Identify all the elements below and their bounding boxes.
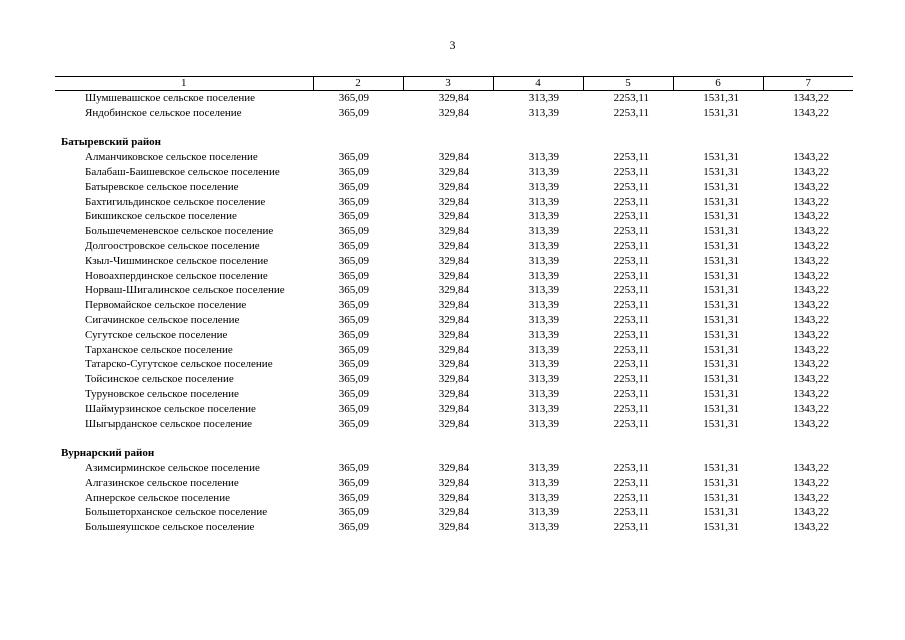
table-row xyxy=(55,283,853,298)
table-row xyxy=(55,313,853,328)
value-cell-col-5: 2253,11 xyxy=(613,476,649,489)
value-cell-col-2: 365,09 xyxy=(338,180,369,193)
value-cell-col-4: 313,39 xyxy=(528,165,559,178)
table-body xyxy=(55,91,853,535)
value-cell-col-2: 365,09 xyxy=(338,402,369,415)
value-cell-col-3: 329,84 xyxy=(438,269,469,282)
value-cell-col-5: 2253,11 xyxy=(613,210,649,223)
settlement-name: Первомайское сельское поселение xyxy=(85,299,247,312)
value-cell-col-6: 1531,31 xyxy=(703,239,739,252)
value-cell-col-2: 365,09 xyxy=(338,269,369,282)
settlement-name: Балабаш-Баишевское сельское поселение xyxy=(85,165,280,178)
table-row xyxy=(55,209,853,224)
column-header-5: 5 xyxy=(583,77,673,91)
value-cell-col-3: 329,84 xyxy=(438,180,469,193)
value-cell-col-5: 2253,11 xyxy=(613,373,649,386)
value-cell-col-7: 1343,22 xyxy=(793,417,829,430)
settlement-name: Норваш-Шигалинское сельское поселение xyxy=(85,284,285,297)
value-cell-col-5: 2253,11 xyxy=(613,506,649,519)
value-cell-col-2: 365,09 xyxy=(338,417,369,430)
section-title: Батыревский район xyxy=(61,136,161,149)
value-cell-col-5: 2253,11 xyxy=(613,313,649,326)
value-cell-col-2: 365,09 xyxy=(338,299,369,312)
value-cell-col-2: 365,09 xyxy=(338,106,369,119)
page-number: 3 xyxy=(449,38,456,52)
value-cell-col-4: 313,39 xyxy=(528,210,559,223)
value-cell-col-6: 1531,31 xyxy=(703,506,739,519)
settlement-name: Шыгырданское сельское поселение xyxy=(85,417,252,430)
table-row xyxy=(55,254,853,269)
value-cell-col-5: 2253,11 xyxy=(613,461,649,474)
value-cell-col-3: 329,84 xyxy=(438,491,469,504)
value-cell-col-4: 313,39 xyxy=(528,254,559,267)
value-cell-col-5: 2253,11 xyxy=(613,165,649,178)
value-cell-col-6: 1531,31 xyxy=(703,210,739,223)
value-cell-col-3: 329,84 xyxy=(438,165,469,178)
column-header-1: 1 xyxy=(55,77,313,91)
table-row xyxy=(55,520,853,535)
value-cell-col-2: 365,09 xyxy=(338,461,369,474)
value-cell-col-2: 365,09 xyxy=(338,373,369,386)
value-cell-col-6: 1531,31 xyxy=(703,417,739,430)
table-row xyxy=(55,195,853,210)
value-cell-col-4: 313,39 xyxy=(528,180,559,193)
column-header-4: 4 xyxy=(493,77,583,91)
value-cell-col-3: 329,84 xyxy=(438,417,469,430)
value-cell-col-7: 1343,22 xyxy=(793,299,829,312)
value-cell-col-2: 365,09 xyxy=(338,284,369,297)
value-cell-col-4: 313,39 xyxy=(528,373,559,386)
value-cell-col-2: 365,09 xyxy=(338,92,369,104)
value-cell-col-4: 313,39 xyxy=(528,358,559,371)
value-cell-col-4: 313,39 xyxy=(528,461,559,474)
value-cell-col-3: 329,84 xyxy=(438,343,469,356)
value-cell-col-7: 1343,22 xyxy=(793,195,829,208)
value-cell-col-7: 1343,22 xyxy=(793,506,829,519)
value-cell-col-6: 1531,31 xyxy=(703,461,739,474)
value-cell-col-4: 313,39 xyxy=(528,313,559,326)
settlement-name: Сигачинское сельское поселение xyxy=(85,313,240,326)
table-row xyxy=(55,402,853,417)
table-row xyxy=(55,150,853,165)
value-cell-col-2: 365,09 xyxy=(338,343,369,356)
table-row xyxy=(55,91,853,106)
value-cell-col-5: 2253,11 xyxy=(613,239,649,252)
settlement-name: Алманчиковское сельское поселение xyxy=(85,151,258,164)
settlement-name: Кзыл-Чишминское сельское поселение xyxy=(85,254,269,267)
value-cell-col-2: 365,09 xyxy=(338,521,369,534)
table-row xyxy=(55,298,853,313)
table-row xyxy=(55,343,853,358)
value-cell-col-4: 313,39 xyxy=(528,506,559,519)
settlement-name: Сугутское сельское поселение xyxy=(85,328,228,341)
settlement-name: Тарханское сельское поселение xyxy=(85,343,233,356)
settlement-name: Тойсинское сельское поселение xyxy=(85,373,234,386)
value-cell-col-6: 1531,31 xyxy=(703,284,739,297)
data-table xyxy=(55,76,853,535)
value-cell-col-3: 329,84 xyxy=(438,373,469,386)
section-header-row xyxy=(55,446,853,461)
settlement-name: Шаймурзинское сельское поселение xyxy=(85,402,256,415)
value-cell-col-5: 2253,11 xyxy=(613,521,649,534)
value-cell-col-7: 1343,22 xyxy=(793,106,829,119)
value-cell-col-3: 329,84 xyxy=(438,151,469,164)
column-header-6: 6 xyxy=(673,77,763,91)
settlement-name: Шумшевашское сельское поселение xyxy=(85,92,256,104)
value-cell-col-5: 2253,11 xyxy=(613,195,649,208)
table-row xyxy=(55,106,853,121)
value-cell-col-3: 329,84 xyxy=(438,210,469,223)
value-cell-col-5: 2253,11 xyxy=(613,417,649,430)
value-cell-col-6: 1531,31 xyxy=(703,373,739,386)
value-cell-col-7: 1343,22 xyxy=(793,328,829,341)
value-cell-col-2: 365,09 xyxy=(338,195,369,208)
value-cell-col-3: 329,84 xyxy=(438,521,469,534)
value-cell-col-5: 2253,11 xyxy=(613,343,649,356)
value-cell-col-7: 1343,22 xyxy=(793,521,829,534)
settlement-name: Бикшикское сельское поселение xyxy=(85,210,237,223)
table-row xyxy=(55,269,853,284)
spacer-row xyxy=(55,431,853,446)
value-cell-col-4: 313,39 xyxy=(528,417,559,430)
value-cell-col-6: 1531,31 xyxy=(703,313,739,326)
value-cell-col-4: 313,39 xyxy=(528,106,559,119)
value-cell-col-5: 2253,11 xyxy=(613,106,649,119)
value-cell-col-7: 1343,22 xyxy=(793,225,829,238)
value-cell-col-6: 1531,31 xyxy=(703,269,739,282)
value-cell-col-5: 2253,11 xyxy=(613,269,649,282)
value-cell-col-4: 313,39 xyxy=(528,491,559,504)
value-cell-col-6: 1531,31 xyxy=(703,254,739,267)
value-cell-col-5: 2253,11 xyxy=(613,402,649,415)
value-cell-col-5: 2253,11 xyxy=(613,387,649,400)
value-cell-col-2: 365,09 xyxy=(338,254,369,267)
value-cell-col-2: 365,09 xyxy=(338,225,369,238)
table-row xyxy=(55,180,853,195)
section-title: Вурнарский район xyxy=(61,447,155,460)
table-header xyxy=(55,77,853,91)
settlement-name: Большеяушское сельское поселение xyxy=(85,521,255,534)
value-cell-col-2: 365,09 xyxy=(338,239,369,252)
value-cell-col-6: 1531,31 xyxy=(703,92,739,104)
value-cell-col-7: 1343,22 xyxy=(793,358,829,371)
value-cell-col-4: 313,39 xyxy=(528,92,559,104)
value-cell-col-6: 1531,31 xyxy=(703,358,739,371)
section-header-row xyxy=(55,135,853,150)
value-cell-col-7: 1343,22 xyxy=(793,387,829,400)
value-cell-col-5: 2253,11 xyxy=(613,358,649,371)
settlement-name: Алгазинское сельское поселение xyxy=(85,476,239,489)
value-cell-col-3: 329,84 xyxy=(438,387,469,400)
value-cell-col-7: 1343,22 xyxy=(793,313,829,326)
value-cell-col-2: 365,09 xyxy=(338,358,369,371)
value-cell-col-4: 313,39 xyxy=(528,225,559,238)
value-cell-col-4: 313,39 xyxy=(528,284,559,297)
value-cell-col-3: 329,84 xyxy=(438,225,469,238)
value-cell-col-7: 1343,22 xyxy=(793,269,829,282)
settlement-name: Большечеменевское сельское поселение xyxy=(85,225,274,238)
value-cell-col-5: 2253,11 xyxy=(613,225,649,238)
value-cell-col-4: 313,39 xyxy=(528,521,559,534)
settlement-name: Яндобинское сельское поселение xyxy=(85,106,242,119)
table-row xyxy=(55,372,853,387)
value-cell-col-6: 1531,31 xyxy=(703,299,739,312)
value-cell-col-7: 1343,22 xyxy=(793,402,829,415)
table-row xyxy=(55,417,853,432)
settlement-name: Долгоостровское сельское поселение xyxy=(85,239,260,252)
settlement-name: Большеторханское сельское поселение xyxy=(85,506,268,519)
value-cell-col-6: 1531,31 xyxy=(703,343,739,356)
value-cell-col-3: 329,84 xyxy=(438,106,469,119)
value-cell-col-4: 313,39 xyxy=(528,387,559,400)
value-cell-col-4: 313,39 xyxy=(528,343,559,356)
value-cell-col-4: 313,39 xyxy=(528,476,559,489)
value-cell-col-6: 1531,31 xyxy=(703,491,739,504)
table-row xyxy=(55,461,853,476)
table-row xyxy=(55,357,853,372)
value-cell-col-7: 1343,22 xyxy=(793,284,829,297)
value-cell-col-5: 2253,11 xyxy=(613,254,649,267)
value-cell-col-5: 2253,11 xyxy=(613,299,649,312)
value-cell-col-6: 1531,31 xyxy=(703,225,739,238)
value-cell-col-4: 313,39 xyxy=(528,269,559,282)
value-cell-col-5: 2253,11 xyxy=(613,491,649,504)
value-cell-col-7: 1343,22 xyxy=(793,151,829,164)
value-cell-col-6: 1531,31 xyxy=(703,106,739,119)
settlement-name: Бахтигильдинское сельское поселение xyxy=(85,195,266,208)
table-row xyxy=(55,476,853,491)
value-cell-col-7: 1343,22 xyxy=(793,239,829,252)
value-cell-col-4: 313,39 xyxy=(528,239,559,252)
settlement-name: Татарско-Сугутское сельское поселение xyxy=(85,358,273,371)
value-cell-col-6: 1531,31 xyxy=(703,476,739,489)
spacer-row xyxy=(55,121,853,136)
value-cell-col-3: 329,84 xyxy=(438,402,469,415)
value-cell-col-6: 1531,31 xyxy=(703,402,739,415)
value-cell-col-3: 329,84 xyxy=(438,313,469,326)
value-cell-col-3: 329,84 xyxy=(438,358,469,371)
value-cell-col-2: 365,09 xyxy=(338,506,369,519)
value-cell-col-2: 365,09 xyxy=(338,313,369,326)
header-row xyxy=(55,77,853,91)
value-cell-col-4: 313,39 xyxy=(528,328,559,341)
value-cell-col-2: 365,09 xyxy=(338,328,369,341)
value-cell-col-7: 1343,22 xyxy=(793,491,829,504)
value-cell-col-5: 2253,11 xyxy=(613,92,649,104)
value-cell-col-3: 329,84 xyxy=(438,461,469,474)
value-cell-col-3: 329,84 xyxy=(438,239,469,252)
value-cell-col-3: 329,84 xyxy=(438,254,469,267)
value-cell-col-6: 1531,31 xyxy=(703,387,739,400)
value-cell-col-2: 365,09 xyxy=(338,476,369,489)
value-cell-col-2: 365,09 xyxy=(338,165,369,178)
value-cell-col-2: 365,09 xyxy=(338,387,369,400)
value-cell-col-7: 1343,22 xyxy=(793,254,829,267)
value-cell-col-5: 2253,11 xyxy=(613,151,649,164)
table-row xyxy=(55,491,853,506)
value-cell-col-7: 1343,22 xyxy=(793,210,829,223)
value-cell-col-5: 2253,11 xyxy=(613,180,649,193)
column-header-3: 3 xyxy=(403,77,493,91)
value-cell-col-6: 1531,31 xyxy=(703,521,739,534)
table-row xyxy=(55,505,853,520)
value-cell-col-7: 1343,22 xyxy=(793,461,829,474)
value-cell-col-3: 329,84 xyxy=(438,92,469,104)
value-cell-col-4: 313,39 xyxy=(528,402,559,415)
value-cell-col-6: 1531,31 xyxy=(703,195,739,208)
value-cell-col-7: 1343,22 xyxy=(793,373,829,386)
value-cell-col-3: 329,84 xyxy=(438,284,469,297)
value-cell-col-6: 1531,31 xyxy=(703,328,739,341)
table-row xyxy=(55,328,853,343)
settlement-name: Туруновское сельское поселение xyxy=(85,387,239,400)
value-cell-col-2: 365,09 xyxy=(338,151,369,164)
value-cell-col-6: 1531,31 xyxy=(703,165,739,178)
settlement-name: Апнерское сельское поселение xyxy=(85,491,230,504)
column-header-2: 2 xyxy=(313,77,403,91)
value-cell-col-7: 1343,22 xyxy=(793,165,829,178)
table-row xyxy=(55,165,853,180)
value-cell-col-7: 1343,22 xyxy=(793,180,829,193)
value-cell-col-3: 329,84 xyxy=(438,299,469,312)
value-cell-col-3: 329,84 xyxy=(438,506,469,519)
table-row xyxy=(55,224,853,239)
value-cell-col-4: 313,39 xyxy=(528,299,559,312)
value-cell-col-6: 1531,31 xyxy=(703,180,739,193)
value-cell-col-5: 2253,11 xyxy=(613,328,649,341)
settlement-name: Батыревское сельское поселение xyxy=(85,180,239,193)
column-header-7: 7 xyxy=(763,77,853,91)
table-row xyxy=(55,387,853,402)
value-cell-col-3: 329,84 xyxy=(438,195,469,208)
value-cell-col-5: 2253,11 xyxy=(613,284,649,297)
value-cell-col-7: 1343,22 xyxy=(793,476,829,489)
value-cell-col-7: 1343,22 xyxy=(793,343,829,356)
value-cell-col-2: 365,09 xyxy=(338,210,369,223)
table-row xyxy=(55,239,853,254)
value-cell-col-7: 1343,22 xyxy=(793,92,829,104)
value-cell-col-4: 313,39 xyxy=(528,151,559,164)
settlement-name: Новоахпердинское сельское поселение xyxy=(85,269,268,282)
value-cell-col-4: 313,39 xyxy=(528,195,559,208)
value-cell-col-3: 329,84 xyxy=(438,328,469,341)
value-cell-col-2: 365,09 xyxy=(338,491,369,504)
value-cell-col-3: 329,84 xyxy=(438,476,469,489)
settlement-name: Азимсирминское сельское поселение xyxy=(85,461,260,474)
value-cell-col-6: 1531,31 xyxy=(703,151,739,164)
